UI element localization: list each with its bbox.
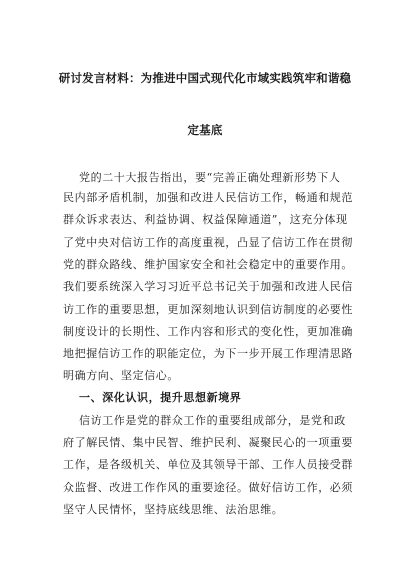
paragraph-1-line-1: 党的二十大报告指出，要“完善正确处理新形势下人 (79, 171, 341, 184)
paragraph-1-line-9: 地把握信访工作的职能定位，为下一步开展工作理清思路 (63, 347, 353, 360)
paragraph-2-line-1: 信访工作是党的群众工作的重要组成部分，是党和政 (79, 414, 346, 427)
paragraph-2-line-2: 府了解民情、集中民智、维护民利、凝聚民心的一项重要 (63, 436, 353, 449)
paragraph-1-line-10: 明确方向、坚定信心。 (63, 369, 179, 382)
paragraph-1-line-8: 制度设计的长期性、工作内容和形式的变化性，更加准确 (63, 325, 353, 338)
document-title-line-1: 研讨发言材料：为推进中国式现代化市域实践筑牢和谐稳 (58, 71, 352, 85)
paragraph-2-line-3: 工作，是各级机关、单位及其领导干部、工作人员接受群 (63, 458, 353, 471)
paragraph-1-line-2: 民内部矛盾机制，加强和改进人民信访工作，畅通和规范 (63, 191, 353, 204)
section-heading-1: 一、深化认识，提升思想新境界 (79, 391, 242, 404)
paragraph-1-line-3: 群众诉求表达、利益协调、权益保障通道”，这充分体现 (63, 213, 348, 226)
paragraph-2-line-5: 坚守人民情怀，坚持底线思维、法治思维。 (63, 503, 284, 516)
paragraph-1-line-4: 了党中央对信访工作的高度重视，凸显了信访工作在贯彻 (63, 236, 353, 249)
paragraph-1-line-5: 党的群众路线、维护国家安全和社会稳定中的重要作用。 (63, 258, 353, 271)
paragraph-1-line-6: 我们要系统深入学习习近平总书记关于加强和改进人民信 (63, 280, 353, 293)
document-title-line-2: 定基底 (187, 123, 223, 137)
paragraph-1-line-7: 访工作的重要思想，更加深刻地认识到信访制度的必要性 (63, 303, 353, 316)
paragraph-2-line-4: 众监督、改进工作作风的重要途径。做好信访工作，必须 (63, 481, 353, 494)
